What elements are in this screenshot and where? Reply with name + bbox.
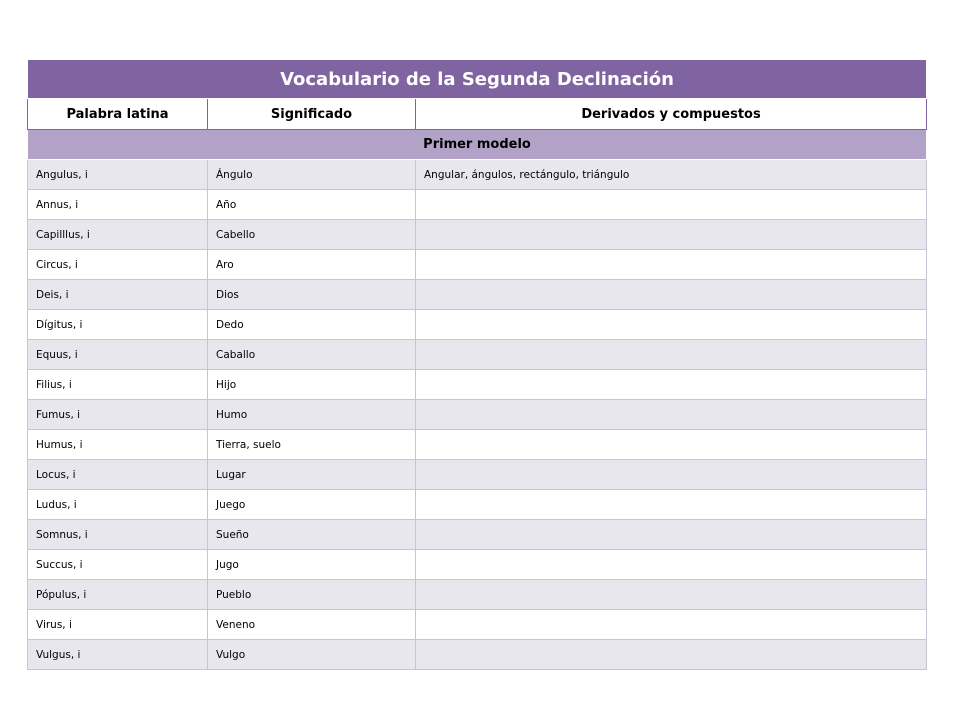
cell-derived: Angular, ángulos, rectángulo, triángulo — [416, 160, 927, 190]
cell-latin: Equus, i — [28, 340, 208, 370]
table-row — [28, 190, 927, 220]
table-row — [28, 310, 927, 340]
header-meaning: Significado — [208, 99, 416, 130]
cell-derived — [416, 640, 927, 670]
header-row — [28, 99, 927, 130]
table-row — [28, 280, 927, 310]
cell-derived — [416, 370, 927, 400]
table-row — [28, 640, 927, 670]
cell-latin: Somnus, i — [28, 520, 208, 550]
table-row — [28, 490, 927, 520]
table-row — [28, 250, 927, 280]
table-row — [28, 550, 927, 580]
cell-latin: Fumus, i — [28, 400, 208, 430]
cell-meaning: Jugo — [208, 550, 416, 580]
cell-meaning: Sueño — [208, 520, 416, 550]
cell-derived — [416, 220, 927, 250]
cell-meaning: Dedo — [208, 310, 416, 340]
cell-latin: Succus, i — [28, 550, 208, 580]
cell-meaning: Año — [208, 190, 416, 220]
table-row — [28, 520, 927, 550]
vocabulary-table — [27, 59, 927, 670]
cell-derived — [416, 610, 927, 640]
cell-meaning: Aro — [208, 250, 416, 280]
cell-latin: Angulus, i — [28, 160, 208, 190]
table-row — [28, 430, 927, 460]
cell-derived — [416, 310, 927, 340]
cell-latin: Locus, i — [28, 460, 208, 490]
table-row — [28, 400, 927, 430]
cell-latin: Vulgus, i — [28, 640, 208, 670]
cell-derived — [416, 430, 927, 460]
cell-latin: Annus, i — [28, 190, 208, 220]
cell-meaning: Tierra, suelo — [208, 430, 416, 460]
cell-meaning: Vulgo — [208, 640, 416, 670]
table-row — [28, 370, 927, 400]
cell-meaning: Humo — [208, 400, 416, 430]
cell-latin: Deis, i — [28, 280, 208, 310]
cell-meaning: Caballo — [208, 340, 416, 370]
table-row — [28, 580, 927, 610]
cell-meaning: Pueblo — [208, 580, 416, 610]
cell-meaning: Dios — [208, 280, 416, 310]
cell-meaning: Lugar — [208, 460, 416, 490]
section-title: Primer modelo — [28, 130, 927, 160]
cell-derived — [416, 400, 927, 430]
cell-latin: Pópulus, i — [28, 580, 208, 610]
header-derived: Derivados y compuestos — [416, 99, 927, 130]
cell-meaning: Hijo — [208, 370, 416, 400]
cell-derived — [416, 250, 927, 280]
cell-latin: Virus, i — [28, 610, 208, 640]
cell-meaning: Cabello — [208, 220, 416, 250]
cell-derived — [416, 490, 927, 520]
table-row — [28, 340, 927, 370]
cell-latin: Filius, i — [28, 370, 208, 400]
cell-latin: Circus, i — [28, 250, 208, 280]
cell-meaning: Juego — [208, 490, 416, 520]
cell-meaning: Veneno — [208, 610, 416, 640]
section-row — [28, 130, 927, 160]
cell-latin: Capilllus, i — [28, 220, 208, 250]
table-row — [28, 460, 927, 490]
cell-derived — [416, 460, 927, 490]
table-row — [28, 160, 927, 190]
table-body — [28, 160, 927, 670]
table-row — [28, 220, 927, 250]
table-title: Vocabulario de la Segunda Declinación — [28, 60, 927, 99]
cell-latin: Ludus, i — [28, 490, 208, 520]
cell-derived — [416, 340, 927, 370]
cell-derived — [416, 580, 927, 610]
cell-derived — [416, 280, 927, 310]
cell-latin: Humus, i — [28, 430, 208, 460]
cell-meaning: Ángulo — [208, 160, 416, 190]
cell-derived — [416, 520, 927, 550]
title-row — [28, 60, 927, 99]
table-row — [28, 610, 927, 640]
cell-derived — [416, 550, 927, 580]
cell-latin: Dígitus, i — [28, 310, 208, 340]
cell-derived — [416, 190, 927, 220]
header-latin: Palabra latina — [28, 99, 208, 130]
